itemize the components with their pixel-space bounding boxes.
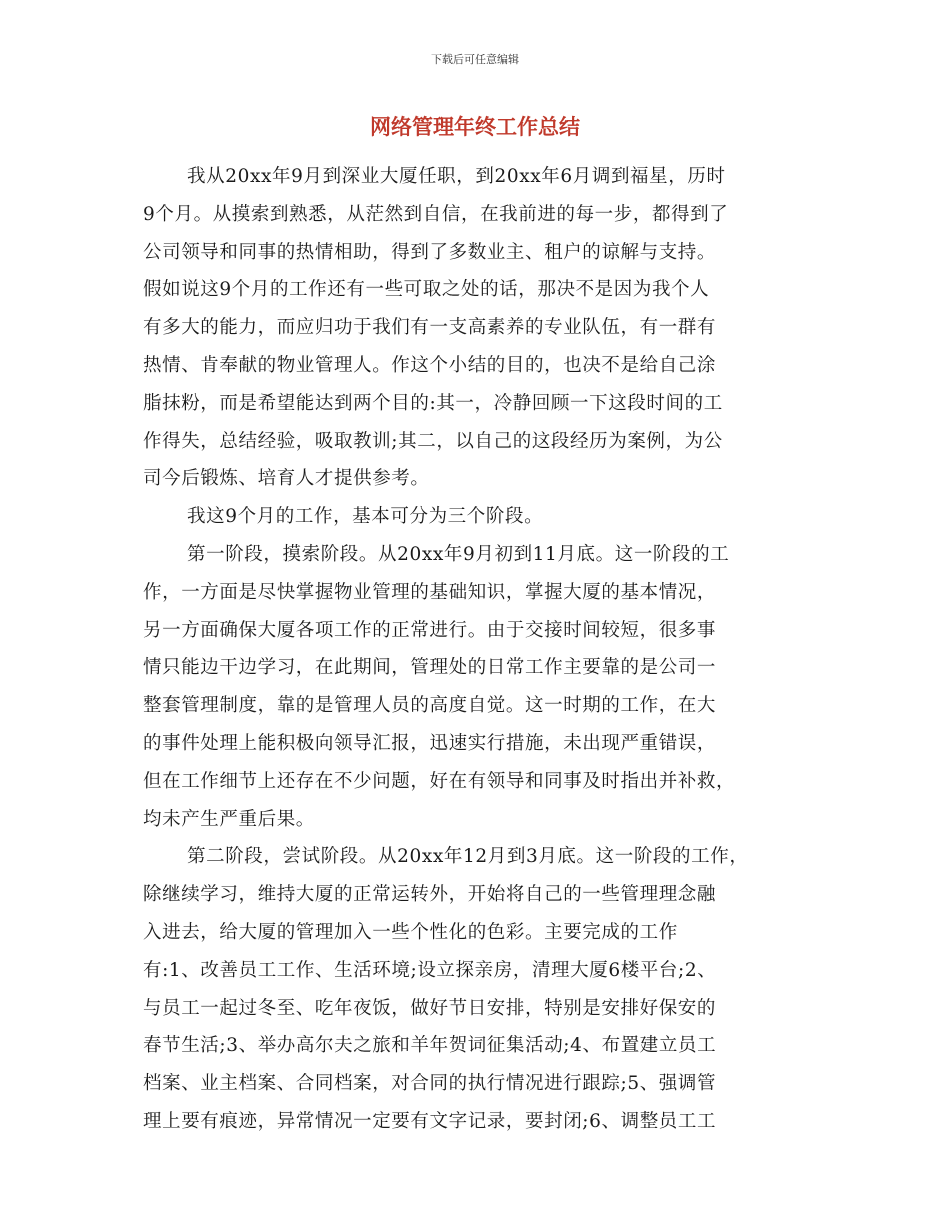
body-line: 作得失，总结经验，吸取教训;其二，以自己的这段经历为案例，为公 — [143, 430, 723, 452]
body-line: 春节生活;3、举办高尔夫之旅和羊年贺词征集活动;4、布置建立员工 — [143, 1035, 717, 1057]
body-line: 理上要有痕迹，异常情况一定要有文字记录，要封闭;6、调整员工工 — [143, 1110, 717, 1132]
body-line: 9个月。从摸索到熟悉，从茫然到自信，在我前进的每一步，都得到了 — [143, 203, 729, 225]
body-line: 入进去，给大厦的管理加入一些个性化的色彩。主要完成的工作 — [143, 921, 678, 943]
body-line: 除继续学习，维持大厦的正常运转外，开始将自己的一些管理理念融 — [143, 884, 717, 906]
body-line: 我从20xx年9月到深业大厦任职，到20xx年6月调到福星，历时 — [187, 166, 726, 187]
document-body — [143, 158, 833, 1141]
body-line: 脂抹粉，而是希望能达到两个目的:其一，冷静回顾一下这段时间的工 — [143, 392, 723, 414]
body-line: 与员工一起过冬至、吃年夜饭，做好节日安排，特别是安排好保安的 — [143, 997, 717, 1019]
body-line: 热情、肯奉献的物业管理人。作这个小结的目的，也决不是给自己涂 — [143, 354, 717, 376]
document-title: 网络管理年终工作总结 — [370, 115, 580, 139]
body-line: 整套管理制度，靠的是管理人员的高度自觉。这一时期的工作，在大 — [143, 695, 717, 717]
body-line: 司今后锻炼、培育人才提供参考。 — [143, 468, 430, 490]
body-line: 均未产生严重后果。 — [143, 808, 315, 830]
body-line: 情只能边干边学习，在此期间，管理处的日常工作主要靠的是公司一 — [143, 657, 717, 679]
body-line: 我这9个月的工作，基本可分为三个阶段。 — [187, 506, 544, 528]
body-line: 假如说这9个月的工作还有一些可取之处的话，那决不是因为我个人 — [143, 279, 710, 301]
body-line: 第一阶段，摸索阶段。从20xx年9月初到11月底。这一阶段的工 — [187, 543, 730, 565]
body-line: 作，一方面是尽快掌握物业管理的基础知识，掌握大厦的基本情况， — [143, 581, 717, 603]
body-line: 的事件处理上能积极向领导汇报，迅速实行措施，未出现严重错误， — [143, 732, 717, 754]
body-line: 有:1、改善员工工作、生活环境;设立探亲房，清理大厦6楼平台;2、 — [143, 959, 717, 981]
header-note: 下载后可任意编辑 — [431, 53, 519, 66]
body-line: 第二阶段，尝试阶段。从20xx年12月到3月底。这一阶段的工作， — [187, 846, 749, 868]
body-line: 档案、业主档案、合同档案，对合同的执行情况进行跟踪;5、强调管 — [143, 1073, 717, 1095]
body-line: 有多大的能力，而应归功于我们有一支高素养的专业队伍，有一群有 — [143, 317, 717, 339]
body-line: 但在工作细节上还存在不少问题，好在有领导和同事及时指出并补救， — [143, 770, 736, 792]
body-line: 另一方面确保大厦各项工作的正常进行。由于交接时间较短，很多事 — [143, 619, 717, 641]
body-line: 公司领导和同事的热情相助，得到了多数业主、租户的谅解与支持。 — [143, 241, 717, 263]
